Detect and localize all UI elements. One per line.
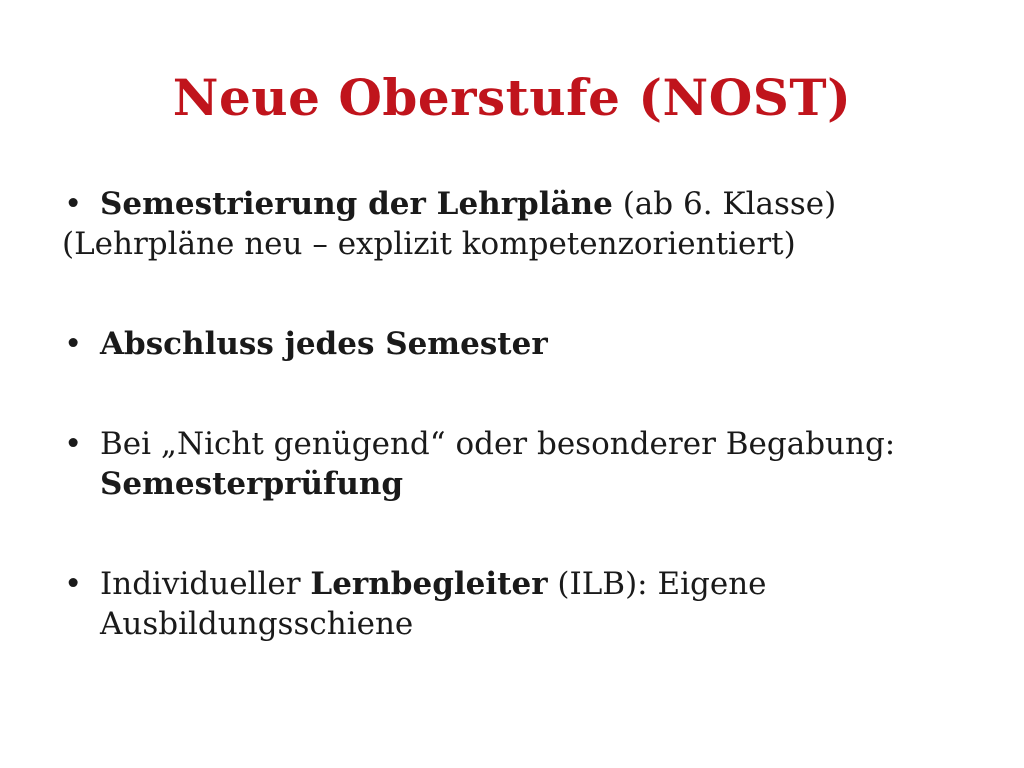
item-bold-text: Abschluss jedes Semester: [100, 326, 548, 362]
item-text: (ILB): Eigene Ausbildungsschiene: [100, 566, 767, 642]
item-text: Individueller: [100, 566, 311, 602]
item-bold-text: Lernbegleiter: [310, 566, 548, 602]
subline-lehrplaene: (Lehrpläne neu – explizit kompetenzorientiert): [62, 226, 796, 262]
item-bold-text: Semesterprüfung: [100, 466, 404, 502]
item-text: (ab 6. Klasse): [612, 186, 837, 222]
bullet-icon: •: [64, 326, 83, 362]
slide-title: Neue Oberstufe (NOST): [172, 68, 852, 127]
bullet-item-semestrierung: [62, 184, 962, 224]
bullet-item-semesterpruefung: [62, 424, 962, 504]
bullet-icon: •: [64, 566, 83, 602]
bullet-item-abschluss: [62, 324, 962, 364]
item-text: Bei „Nicht genügend“ oder besonderer Begabung:: [100, 426, 896, 462]
slide-body: [62, 184, 962, 644]
item-bold-text: Semestrierung der Lehrpläne: [100, 186, 613, 222]
bullet-icon: •: [64, 186, 83, 222]
bullet-item-lernbegleiter: [62, 564, 962, 644]
bullet-icon: •: [64, 426, 83, 462]
